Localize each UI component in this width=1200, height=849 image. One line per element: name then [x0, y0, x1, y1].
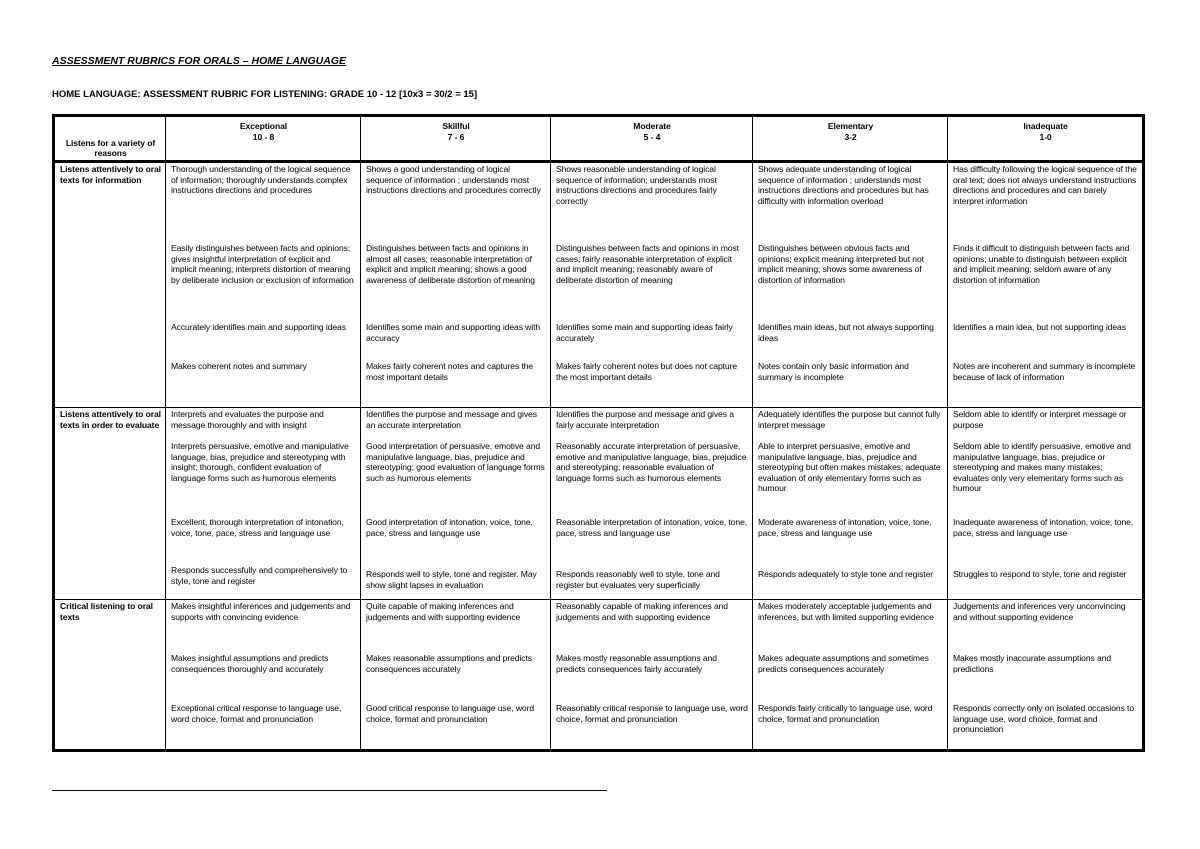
- descriptor-cell: [166, 600, 361, 751]
- descriptor: Interprets and evaluates the purpose and message thoroughly and with insight: [171, 409, 324, 430]
- descriptor: Makes moderately acceptable judgements and inferences, but with limited supporting evidence: [758, 601, 934, 622]
- descriptor: Thorough understanding of the logical sequence of information; thoroughly understands complex instructions directions and procedures: [171, 164, 351, 196]
- level-name: Exceptional: [239, 121, 288, 131]
- descriptor: Distinguishes between facts and opinions in most cases; fairly reasonable interpretation of explicit and implicit meaning; reasonably aware of deliberate distortion of meaning: [556, 243, 739, 285]
- descriptor-cell: [753, 408, 948, 600]
- descriptor: Shows reasonable understanding of logical sequence of information; understands most instructions directions and procedures fairly correctly: [556, 164, 717, 206]
- descriptor-cell: [753, 162, 948, 408]
- descriptor: Identifies a main idea, but not supporting ideas: [953, 322, 1126, 332]
- descriptor-cell: [361, 408, 551, 600]
- descriptor: Good interpretation of intonation, voice, tone, pace, stress and language use: [366, 517, 533, 538]
- descriptor: Responds adequately to style tone and register: [758, 569, 934, 579]
- level-name: Moderate: [633, 121, 671, 131]
- descriptor: Distinguishes between obvious facts and opinions; explicit meaning interpreted but not implicit meaning; shows some awareness of distortion of information: [758, 243, 924, 285]
- descriptor: Notes contain only basic information and summary is incomplete: [758, 361, 909, 382]
- level-name: Inadequate: [1023, 121, 1068, 131]
- descriptor: Interprets persuasive, emotive and manipulative language, bias, prejudice and stereotyping with insight; thorough, confident evaluation of language forms such as humorous elements: [171, 441, 349, 483]
- descriptor-cell: [361, 600, 551, 751]
- descriptor: Accurately identifies main and supporting ideas: [171, 322, 346, 332]
- descriptor: Identifies the purpose and message and gives an accurate interpretation: [366, 409, 537, 430]
- descriptor: Responds correctly only on isolated occasions to language use, word choice, format and pronunciation: [953, 703, 1135, 735]
- descriptor-cell: [948, 408, 1144, 600]
- descriptor-cell: [753, 600, 948, 751]
- descriptor: Finds it difficult to distinguish between facts and opinions; unable to distinguish between explicit and implicit meaning; seldom aware of any distortion of information: [953, 243, 1130, 285]
- descriptor: Makes mostly inaccurate assumptions and predictions: [953, 653, 1112, 674]
- descriptor: Makes coherent notes and summary: [171, 361, 307, 371]
- descriptor: Adequately identifies the purpose but cannot fully interpret message: [758, 409, 941, 430]
- descriptor: Reasonable interpretation of intonation, voice, tone, pace, stress and language use: [556, 517, 748, 538]
- descriptor-cell: [166, 162, 361, 408]
- descriptor: Easily distinguishes between facts and opinions; gives insightful interpretation of explicit and implicit meaning; interprets distortion of meaning by deliberate inclusion or exclusion of information: [171, 243, 354, 285]
- criterion-cell: Listens attentively to oral texts for information: [54, 162, 166, 408]
- rubric-subtitle: HOME LANGUAGE: ASSESSMENT RUBRIC FOR LISTENING: GRADE 10 - 12 [10x3 = 30/2 = 15]: [52, 89, 478, 100]
- descriptor: Shows a good understanding of logical sequence of information ; understands most instructions directions and procedures correctly: [366, 164, 541, 196]
- descriptor: Excellent, thorough interpretation of intonation, voice, tone, pace, stress and language use: [171, 517, 344, 538]
- criterion-cell: Critical listening to oral texts: [54, 600, 166, 751]
- descriptor-cell: [551, 600, 753, 751]
- descriptor: Responds well to style, tone and register. May show slight lapses in evaluation: [366, 569, 537, 590]
- level-header-exceptional: [166, 116, 361, 162]
- descriptor: Makes insightful inferences and judgements and supports with convincing evidence: [171, 601, 351, 622]
- descriptor: Reasonably capable of making inferences and judgements and with supporting evidence: [556, 601, 728, 622]
- descriptor: Identifies some main and supporting ideas with accuracy: [366, 322, 541, 343]
- descriptor: Makes fairly coherent notes and captures the most important details: [366, 361, 534, 382]
- level-header-elementary: [753, 116, 948, 162]
- descriptor: Reasonably critical response to language use, word choice, format and pronunciation: [556, 703, 748, 724]
- descriptor: Judgements and inferences very unconvincing and without supporting evidence: [953, 601, 1126, 622]
- descriptor: Good critical response to language use, word choice, format and pronunciation: [366, 703, 535, 724]
- criterion-cell: Listens attentively to oral texts in order to evaluate: [54, 408, 166, 600]
- descriptor: Makes reasonable assumptions and predicts consequences accurately: [366, 653, 532, 674]
- descriptor-cell: [361, 162, 551, 408]
- rubric-row-information: [54, 162, 1144, 408]
- descriptor: Notes are incoherent and summary is incomplete because of lack of information: [953, 361, 1136, 382]
- descriptor: Moderate awareness of intonation, voice, tone, pace, stress and language use: [758, 517, 932, 538]
- descriptor: Responds fairly critically to language use, word choice, format and pronunciation: [758, 703, 933, 724]
- descriptor: Identifies main ideas, but not always supporting ideas: [758, 322, 934, 343]
- descriptor: Inadequate awareness of intonation, voice, tone, pace, stress and language use: [953, 517, 1134, 538]
- level-range: 7 - 6: [447, 131, 465, 142]
- level-header-inadequate: [948, 116, 1144, 162]
- descriptor-cell: [551, 162, 753, 408]
- descriptor: Has difficulty following the logical sequence of the oral text; does not always understand instructions directions and procedures and can barely interpret information: [953, 164, 1137, 206]
- header-row: [54, 116, 1144, 162]
- descriptor: Quite capable of making inferences and judgements and with supporting evidence: [366, 601, 521, 622]
- descriptor-cell: [948, 600, 1144, 751]
- descriptor: Makes mostly reasonable assumptions and predicts consequences fairly accurately: [556, 653, 717, 674]
- level-range: 3-2: [844, 131, 857, 142]
- descriptor-cell: [551, 408, 753, 600]
- descriptor: Shows adequate understanding of logical sequence of information ; understands most instructions directions and procedures but has difficulty with information overload: [758, 164, 929, 206]
- footnote-separator: [52, 790, 607, 791]
- level-range: 5 - 4: [643, 131, 661, 142]
- rubric-row-critical: [54, 600, 1144, 751]
- descriptor: Struggles to respond to style, tone and register: [953, 569, 1127, 579]
- level-name: Skillful: [442, 121, 470, 131]
- descriptor: Makes adequate assumptions and sometimes predicts consequences accurately: [758, 653, 929, 674]
- level-name: Elementary: [827, 121, 874, 131]
- descriptor: Able to interpret persuasive, emotive and manipulative language, bias, prejudice and stereotyping but often makes mistakes; adequate evaluation of only elementary forms such as humour: [758, 441, 941, 494]
- descriptor: Exceptional critical response to language use, word choice, format and pronunciation: [171, 703, 342, 724]
- rubric-row-evaluate: [54, 408, 1144, 600]
- descriptor: Makes fairly coherent notes but does not capture the most important details: [556, 361, 738, 382]
- descriptor: Identifies the purpose and message and gives a fairly accurate interpretation: [556, 409, 734, 430]
- descriptor: Reasonably accurate interpretation of persuasive, emotive and manipulative language, bias, prejudice and stereotyping; reasonable evaluation of language forms such as humorous elements: [556, 441, 747, 483]
- descriptor: Good interpretation of persuasive, emotive and manipulative language, bias, prejudice and stereotyping; good evaluation of language forms such as humorous elements: [366, 441, 545, 483]
- descriptor: Responds successfully and comprehensively to style, tone and register: [171, 565, 348, 586]
- descriptor: Responds reasonably well to style, tone and register but evaluates very superficially: [556, 569, 720, 590]
- descriptor: Distinguishes between facts and opinions in almost all cases; reasonable interpretation of explicit and implicit meaning; shows a good awareness of deliberate distortion of meaning: [366, 243, 535, 285]
- descriptor: Makes insightful assumptions and predicts consequences thoroughly and accurately: [171, 653, 329, 674]
- rubric-table: [52, 114, 1145, 752]
- level-header-moderate: [551, 116, 753, 162]
- descriptor-cell: [166, 408, 361, 600]
- corner-header: Listens for a variety of reasons: [54, 116, 166, 162]
- level-range: 10 - 8: [252, 131, 275, 142]
- level-range: 1-0: [1039, 131, 1052, 142]
- document-title: ASSESSMENT RUBRICS FOR ORALS – HOME LANGUAGE: [52, 55, 347, 67]
- descriptor-cell: [948, 162, 1144, 408]
- level-header-skillful: [361, 116, 551, 162]
- descriptor: Seldom able to identify or interpret message or purpose: [953, 409, 1127, 430]
- descriptor: Identifies some main and supporting ideas fairly accurately: [556, 322, 733, 343]
- descriptor: Seldom able to identify persuasive, emotive and manipulative language, bias, prejudice or stereotyping and makes many mistakes; evaluates only very elementary forms such as humour: [953, 441, 1131, 494]
